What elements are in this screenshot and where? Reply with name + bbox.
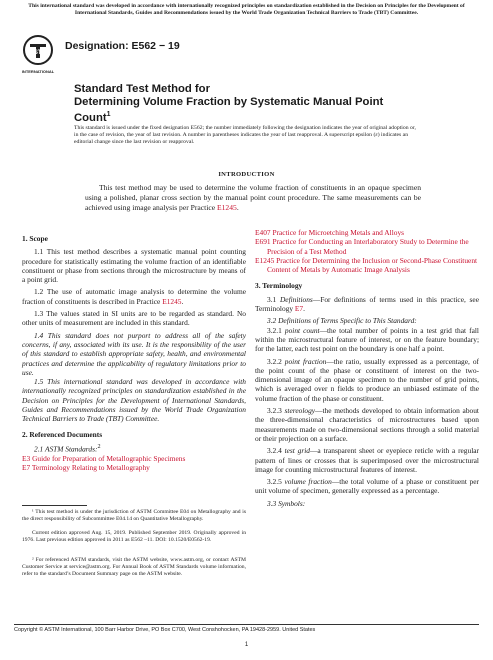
ref-e691: E691 Practice for Conducting an Interlaboratory Study to Determine the Precision of a Test Method	[255, 237, 469, 256]
link-e1245-scope[interactable]: E1245	[162, 296, 182, 306]
bottom-divider	[14, 624, 479, 625]
para-3-1: 3.1 Definitions—For definitions of terms used in this practice, see Terminology E7.	[255, 294, 479, 314]
ref-e407: E407 Practice for Microetching Metals and Alloys	[255, 228, 405, 237]
document-title	[74, 83, 394, 124]
right-column	[255, 228, 479, 508]
designation: Designation: E562 − 19	[65, 40, 180, 52]
introduction-heading: INTRODUCTION	[218, 171, 275, 178]
terminology-heading: 3. Terminology	[255, 281, 303, 291]
footnote-1: ¹ This test method is under the jurisdiction of ASTM Committee E04 on Metallography and is the direct responsibility of Subcommittee E04.14 on Quantitative Metallography.	[22, 509, 246, 522]
title-line-1: Standard Test Method for	[74, 83, 210, 95]
astm-logo-icon	[21, 34, 55, 76]
para-3-2-1: 3.2.1 point count—the total number of points in a test grid that fall within the microstructural feature of interest, or on the feature boundary; for the latter, each test point on the boundary is one half a point.	[255, 325, 479, 354]
ref-e1245: E1245 Practice for Determining the Inclusion or Second-Phase Constituent Content of Metals by Automatic Image Analysis	[255, 255, 478, 275]
footnote-2: ² For referenced ASTM standards, visit the ASTM website, www.astm.org, or contact ASTM Customer Service at service@astm.org. For Annual Book of ASTM Standards volume information, refer to the standard’s Document Summary page on the ASTM website.	[22, 557, 246, 577]
ref-e3: E3 Guide for Preparation of Metallographic Specimens	[22, 453, 186, 463]
logo-text-bottom: INTERNATIONAL	[21, 69, 55, 74]
para-1-4: 1.4 This standard does not purport to address all of the safety concerns, if any, associated with its use. It is the responsibility of the user of this standard to establish appropriate safety, health, and environmental practices and determine the applicability of regulatory limitations prior to use.	[22, 330, 246, 377]
logo-text-top: ASTM	[29, 50, 47, 56]
left-column	[22, 234, 246, 472]
referenced-heading: 2. Referenced Documents	[22, 429, 103, 439]
para-3-2-3: 3.2.3 stereology—the methods developed to obtain information about the three-dimensional characteristics of microstructures based upon measurements made on two-dimensional sections through a solid material or their projection on a surface.	[255, 406, 479, 443]
title-line-3: Count$^1$	[74, 110, 111, 124]
para-1-5: 1.5 This international standard was developed in accordance with internationally recognized principles on standardization established in the Decision on Principles for the Development of International Standards, Guides and Recommendations issued by the World Trade Organization Technical Barriers to Trade (TBT) Committee.	[22, 377, 246, 424]
para-3-2-5: 3.2.5 volume fraction—the total volume of a phase or constituent per unit volume of specimen, generally expressed as a percentage.	[255, 477, 479, 496]
footnote-1b: Current edition approved Aug. 15, 2019. Published September 2019. Originally approved in 1976. Last previous edition approved in 2011 as E562 –11. DOI: 10.1520/E0562-19.	[22, 530, 246, 543]
standard-note: This standard is issued under the fixed designation E562; the number immediately following the designation indicates the year of original adoption or, in the case of revision, the year of last revision. A number in parentheses indicates the year of last reapproval. A superscript epsilon (ε) indicates an editorial change since the last revision or reapproval.	[74, 125, 416, 146]
para-1-2: 1.2 The use of automatic image analysis to determine the volume fraction of constituents is described in Practice E1245.	[22, 287, 246, 306]
para-3-2: 3.2 Definitions of Terms Specific to This Standard:	[267, 316, 417, 326]
para-1-1: 1.1 This test method describes a systematic manual point counting procedure for statistically estimating the volume fraction of an identifiable constituent or phase from sections through the microstructure by means of a point grid.	[22, 247, 246, 285]
footnote-divider	[22, 505, 87, 506]
ref-e7: E7 Terminology Relating to Metallography	[22, 463, 150, 472]
copyright: Copyright © ASTM International, 100 Barr Harbor Drive, PO Box C700, West Conshohocken, PA 19428-2959. United States	[14, 627, 316, 633]
para-3-2-4: 3.2.4 test grid—a transparent sheet or eyepiece reticle with a regular pattern of lines or crosses that is superimposed over the microstructural image for counting microstructural features of interest.	[255, 446, 479, 474]
para-1-3: 1.3 The values stated in SI units are to be regarded as standard. No other units of measurement are included in this standard.	[22, 309, 246, 328]
title-line-2: Determining Volume Fraction by Systematic Manual Point	[74, 95, 384, 108]
page-number: 1	[244, 642, 249, 648]
wto-notice: This international standard was developed in accordance with internationally recognized principles on standardization established in the Decision on Principles for the Development of International Standards, Guides and Recommendations issued by the World Trade Organization Technical Barriers to Trade (TBT) Committee.	[28, 3, 465, 17]
para-2-1: 2.1 ASTM Standards:$^2$	[34, 443, 101, 454]
para-3-2-2: 3.2.2 point fraction—the ratio, usually expressed as a percentage, of the point count of the phase or constituent of interest on the two-dimensional image of an opaque specimen to the number of grid points, which is averaged over n fields to produce an unbiased estimate of the volume fraction of the phase or constituent.	[255, 356, 479, 403]
para-3-3: 3.3 Symbols:	[267, 498, 306, 508]
scope-heading: 1. Scope	[22, 234, 48, 243]
link-e7[interactable]: E7	[294, 304, 304, 314]
astm-logo	[21, 34, 55, 76]
link-e1245[interactable]: E1245	[217, 202, 237, 212]
introduction-text: This test method may be used to determine the volume fraction of constituents in an opaque specimen using a polished, planar cross section by the manual point count procedure. The same measurements can be achieved using image analysis per Practice E1245.	[85, 183, 421, 212]
